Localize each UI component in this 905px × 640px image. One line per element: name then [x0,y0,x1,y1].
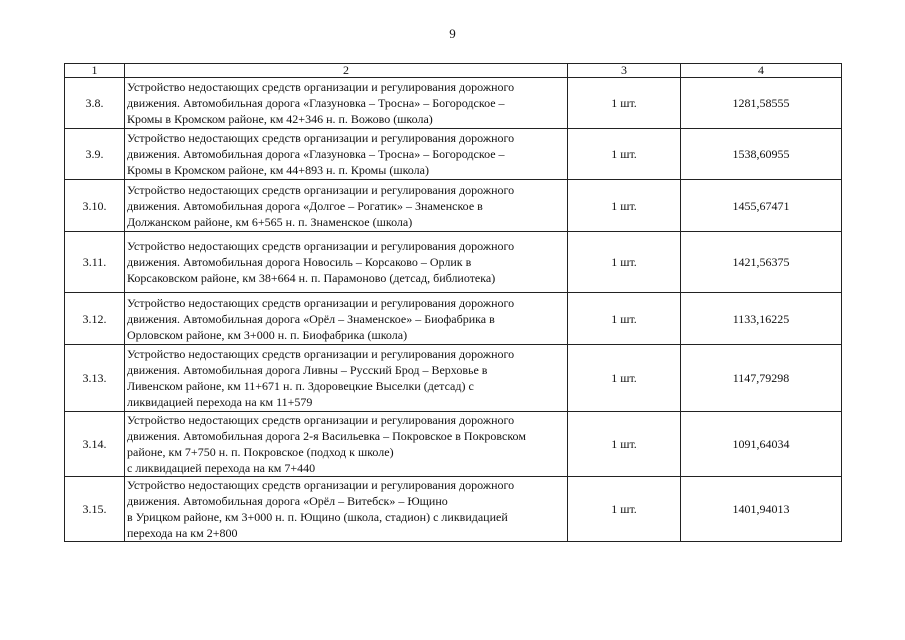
table-row [65,345,842,412]
row-description [125,78,568,129]
row-description [125,293,568,345]
row-number: 3.9. [65,129,125,180]
description-line: ликвидацией перехода на км 11+579 [127,395,313,409]
row-description [125,129,568,180]
description-line: районе, км 7+750 н. п. Покровское (подход к школе) [127,445,394,459]
description-line: Ливенском районе, км 11+671 н. п. Здоровецкие Выселки (детсад) с [127,379,474,393]
table-row [65,78,842,129]
column-header-4: 4 [681,64,842,78]
description-line: Устройство недостающих средств организации и регулирования дорожного [127,182,515,197]
description-line: перехода на км 2+800 [127,526,238,540]
row-quantity: 1 шт. [568,293,681,345]
description-line: Устройство недостающих средств организации и регулирования дорожного [127,347,515,361]
row-amount: 1147,79298 [681,345,842,412]
description-line: движения. Автомобильная дорога «Глазуновка – Тросна» – Богородское – [127,147,505,161]
table-row [65,293,842,345]
row-amount: 1401,94013 [681,477,842,542]
row-quantity: 1 шт. [568,345,681,412]
row-amount: 1091,64034 [681,412,842,477]
row-quantity: 1 шт. [568,232,681,293]
row-number: 3.14. [65,412,125,477]
row-number: 3.10. [65,180,125,232]
page-number: 9 [449,26,456,41]
row-amount: 1455,67471 [681,180,842,232]
row-number: 3.15. [65,477,125,542]
description-line: движения. Автомобильная дорога Ливны – Русский Брод – Верховье в [127,363,488,377]
table-body [65,78,842,542]
row-quantity: 1 шт. [568,412,681,477]
row-quantity: 1 шт. [568,477,681,542]
column-header-1: 1 [65,64,125,78]
row-quantity: 1 шт. [568,78,681,129]
row-description [125,412,568,477]
column-header-2: 2 [125,64,568,78]
description-line: Устройство недостающих средств организации и регулирования дорожного [127,478,515,492]
row-amount: 1538,60955 [681,129,842,180]
table-row [65,232,842,293]
row-description [125,232,568,293]
description-line: Корсаковском районе, км 38+664 н. п. Парамоново (детсад, библиотека) [127,271,496,285]
description-line: движения. Автомобильная дорога «Глазуновка – Тросна» – Богородское – [127,96,505,110]
row-number: 3.11. [65,232,125,293]
table-header [65,64,842,78]
row-amount: 1281,58555 [681,78,842,129]
description-line: Должанском районе, км 6+565 н. п. Знаменское (школа) [127,214,413,229]
description-line: движения. Автомобильная дорога «Орёл – Витебск» – Ющино [127,494,448,508]
row-number: 3.12. [65,293,125,345]
description-line: Устройство недостающих средств организации и регулирования дорожного [127,131,515,145]
table-row [65,180,842,232]
description-line: с ликвидацией перехода на км 7+440 [127,461,316,475]
description-line: движения. Автомобильная дорога Новосиль – Корсаково – Орлик в [127,255,472,269]
description-line: Кромы в Кромском районе, км 42+346 н. п. Вожово (школа) [127,112,433,126]
row-number: 3.8. [65,78,125,129]
description-line: Орловском районе, км 3+000 н. п. Биофабрика (школа) [127,327,408,342]
row-description [125,477,568,542]
header-row [65,64,842,78]
table-row [65,412,842,477]
description-line: Кромы в Кромском районе, км 44+893 н. п. Кромы (школа) [127,163,429,177]
row-number: 3.13. [65,345,125,412]
estimate-table [64,63,842,542]
description-line: Устройство недостающих средств организации и регулирования дорожного [127,80,515,94]
row-quantity: 1 шт. [568,180,681,232]
description-line: Устройство недостающих средств организации и регулирования дорожного [127,413,515,427]
description-line: движения. Автомобильная дорога 2-я Васильевка – Покровское в Покровском [127,429,526,443]
description-line: Устройство недостающих средств организации и регулирования дорожного [127,295,515,310]
row-quantity: 1 шт. [568,129,681,180]
description-line: движения. Автомобильная дорога «Долгое – Рогатик» – Знаменское в [127,198,483,213]
description-line: в Урицком районе, км 3+000 н. п. Ющино (школа, стадион) с ликвидацией [127,510,508,524]
table-row [65,477,842,542]
table-row [65,129,842,180]
description-line: движения. Автомобильная дорога «Орёл – Знаменское» – Биофабрика в [127,311,495,326]
row-amount: 1421,56375 [681,232,842,293]
description-line: Устройство недостающих средств организации и регулирования дорожного [127,239,515,253]
row-amount: 1133,16225 [681,293,842,345]
column-header-3: 3 [568,64,681,78]
row-description [125,345,568,412]
row-description [125,180,568,232]
